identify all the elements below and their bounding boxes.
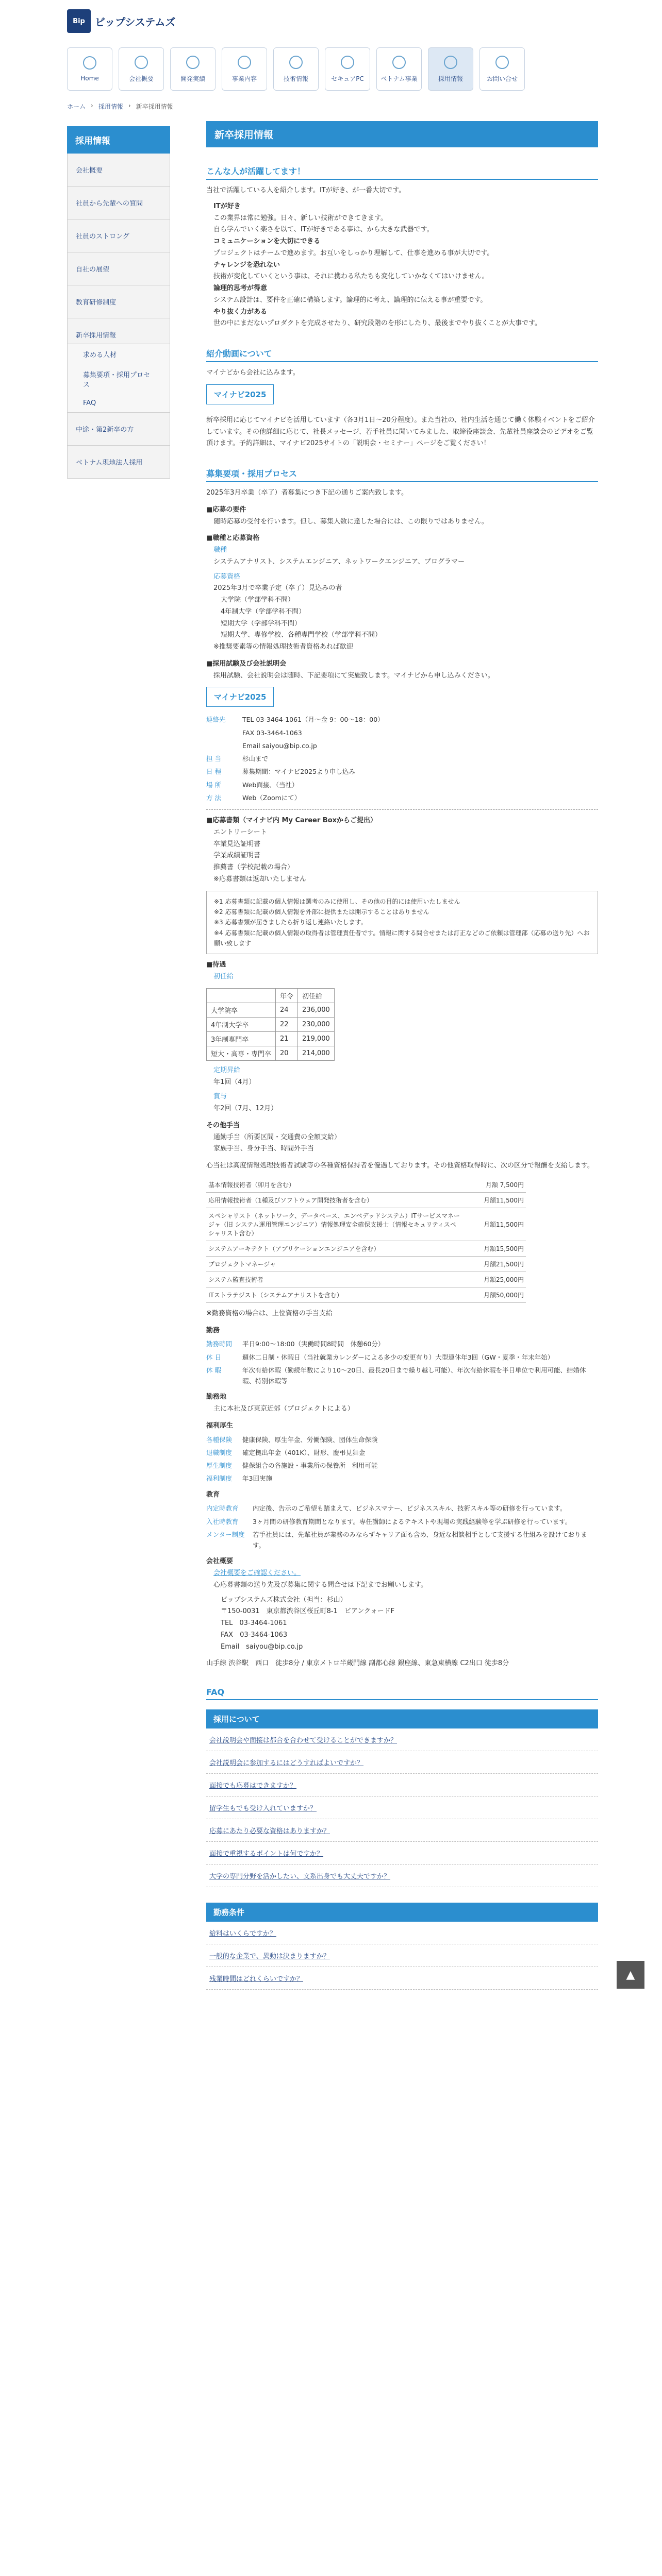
sidebar-title: 採用情報 xyxy=(67,126,170,154)
nav-securepc[interactable]: セキュアPC xyxy=(325,47,370,91)
people-points: ITが好き この業界は常に勉強。日々、新しい技術ができてきます。 自ら学んでいく楽さを以て、ITが好きである事は、から大きな武器です。 コミュニケーションを大切にできる プロジェクトはチームで進めます。お互いをしっかり理解して、仕事を進める事が大切です。 チャレンジを恐れない 技術が変化していくという事は、それに携わる私たちも変化していかなくてはいけません。 論理的思考が得意 システム設計は、要件を正確に構築します。論理的に考え、論理的に伝える事が重要です。 やり抜く力がある 世の中にまだないプロダクトを完成させたり、研究段階のを形にしたり、最後までやり抜くことが大事です。 xyxy=(213,202,541,328)
faq-question[interactable]: 留学生もでも受け入れていますか？ xyxy=(206,1797,598,1819)
section-people-intro: 当社で活躍している人を紹介します。ITが好き、が一番大切です。 xyxy=(206,187,406,194)
site-header xyxy=(0,0,662,110)
nav-contact[interactable]: お問い合せ xyxy=(479,47,525,91)
mynavi-logo-link[interactable]: マイナビ2025 xyxy=(206,384,274,404)
mail-icon xyxy=(495,56,509,69)
pay-label: 初任給 xyxy=(213,973,234,981)
company-link[interactable]: 会社概要をご確認ください。 xyxy=(213,1569,301,1578)
lock-icon xyxy=(341,56,354,69)
job-value: システムアナリスト、システムエンジニア、ネットワークエンジニア、プログラマー xyxy=(213,557,465,566)
company-address: ビップシステムズ株式会社（担当：杉山） 〒150-0031 東京都渋谷区桜丘町8-1 ビアンクォードF TEL 03-3464-1061 FAX 03-3464-1063 Email saiyou@bip.co.jp xyxy=(206,1595,598,1653)
sidebar xyxy=(67,126,170,479)
nav-business[interactable]: 事業内容 xyxy=(222,47,267,91)
email-link[interactable]: Email saiyou@bip.co.jp xyxy=(242,741,317,750)
gear-icon xyxy=(238,56,251,69)
sidebar-item-strong[interactable]: 社員のストロング xyxy=(67,219,170,252)
breadcrumb: ホーム › 採用情報 › 新卒採用情報 xyxy=(67,102,173,110)
company-title: 会社概要 xyxy=(206,1557,234,1566)
sidebar-sub-people[interactable]: 求める人材 xyxy=(67,344,170,364)
sidebar-item-newgrad[interactable]: 新卒採用情報 xyxy=(67,318,170,344)
process-lead: 2025年3月卒業（卒了）者募集につき下記の通りご案内致します。 xyxy=(206,489,408,497)
nav-company[interactable]: 会社概要 xyxy=(119,47,164,91)
nav-tech[interactable]: 技術情報 xyxy=(273,47,319,91)
sidebar-sub-faq[interactable]: FAQ xyxy=(67,394,170,413)
qual-label: 応募資格 xyxy=(213,572,241,581)
breadcrumb-recruit[interactable]: 採用情報 xyxy=(98,103,123,110)
fee-note: ※勤務資格の場合は、上位資格の手当支給 xyxy=(206,1309,333,1317)
mynavi-logo-link[interactable]: マイナビ2025 xyxy=(206,687,274,707)
table-row: 3年制専門卒 21 219,000 xyxy=(207,1031,335,1046)
qual-note: ※推奨要素等の情報処理技術者資格あれば歓迎 xyxy=(213,643,353,651)
table-row: 基本情報技術者（卯月を含む） 月額 7,500円 xyxy=(206,1177,526,1193)
faq-question[interactable]: 面接でも応募はできますか？ xyxy=(206,1774,598,1797)
education-title: 教育 xyxy=(206,1490,220,1499)
welfare-title: 福利厚生 xyxy=(206,1421,234,1430)
section-people-title: こんな人が活躍してます！ xyxy=(206,161,598,180)
place-title: 勤務地 xyxy=(206,1393,227,1401)
contact-list: 連絡先 TEL 03-3464-1061（月〜金 9：00〜18：00） FAX 03-3464-1063 Email saiyou@bip.co.jp 担 当 杉山まで 日 程 募集期間：マイナビ2025より申し込み 場 所 Web面接、（当社） 方 法 Web（Zoomにて） xyxy=(206,716,384,802)
job-label: 職種 xyxy=(213,546,227,554)
faq-question[interactable]: 給料はいくらですか？ xyxy=(206,1922,598,1944)
faq-question[interactable]: 面接で重視するポイントは何ですか？ xyxy=(206,1842,598,1865)
email-link[interactable]: Email saiyou@bip.co.jp xyxy=(221,1642,303,1651)
arrow-up-icon: ▲ xyxy=(626,1968,635,1981)
faq-question[interactable]: 応募にあたり必要な資格はありますか？ xyxy=(206,1819,598,1842)
process-h3: ■採用試験及び会社説明会 xyxy=(206,659,287,668)
logo-mark: Bip xyxy=(67,9,91,33)
sidebar-item-qa[interactable]: 社員から先輩への質問 xyxy=(67,187,170,219)
faq-question[interactable]: 大学の専門分野を活かしたい、文系出身でも大丈夫ですか？ xyxy=(206,1865,598,1887)
sidebar-item-vietnam[interactable]: ベトナム現地法人採用 xyxy=(67,446,170,479)
process-h1: ■応募の要件 xyxy=(206,505,246,514)
breadcrumb-home[interactable]: ホーム xyxy=(67,103,86,110)
chip-icon xyxy=(289,56,303,69)
table-row: プロジェクトマネージャ 月額21,500円 xyxy=(206,1256,526,1272)
faq-section-conditions: 勤務条件 xyxy=(206,1903,598,1922)
main-content: 新卒採用情報 こんな人が活躍してます！ 当社で活躍している人を紹介します。ITが好き、が一番大切です。 ITが好き この業界は常に勉強。日々、新しい技術ができてきます。 自ら学んでいく楽さを以て、ITが好きである事は、から大きな武器です。 コミュニケーションを大切にできる プロジェクトはチームで進めます。お互いをしっかり理解して、仕事を進める事が大切です。 チャレンジを恐れない 技術が変化していくという事は、それに携わる私たちも変化していかなくてはいけません。 論理的思考が得意 システム設計は、要件を正確に構築します。論理的に考え、論理的に伝える事が重要です。 やり抜く力がある 世の中にまだないプロダクトを完成させたり、研究段階のを形にしたり、最後までやり抜くことが大事です。 紹介動画について マイナビから会社に込みます。 マイナビ2025 新卒採用に応じてマイナビを活用しています（各3月1日〜20分程度）。また当社の、社内生活を通じて働く体験イベントをご紹介しています。その他詳細に応じて、社長メッセージ、若手社員に聞いてみました、取締役座談会、先輩社員座談会のビデオをご覧頂けます。予約詳細は、マイナビ2025サイトの「説明会・セミナー」ページをご覧ください！ 募集要項・採用プロセス 2025年3月卒業（卒了）者募集につき下記の通りご案内致します。 ■応募の要件 随時応募の受付を行います。但し、募集人数に達した場合には、この限りではありません。 ■職種と応募資格 職種 システムアナリスト、システムエンジニア、ネットワークエンジニア、プログラマー 応募資格 2025年3月で卒業予定（卒了）見込みの者 大学院（学部学科不問） 4年制大学（学部学科不問） 短期大学（学部学科不問） 短期大学、専修学校、各種専門学校（学部学科不問） ※推奨要素等の情報処理技術者資格あれば歓迎 ■採用試験及び会社説明会 採用試験、会社説明会は随時、下記要項にて実施致します。マイナビから申し込みください。 マイナビ2025 連絡先 TEL 03-3464-1061（月〜金 9：00〜18：00） FAX 03-3464-1063 Email saiyou@bip.co.jp 担 当 杉山まで 日 程 募集期間：マイナビ2025より申し込み 場 所 Web面接、（当社） 方 法 Web（Zoomにて） ■応募書類（マイナビ内 My Career Boxからご提出） エントリーシート 卒業見込証明書 学業成績証明書 推薦書（学校記載の場合） ※応募書類は返却いたしません ※1 応募書類に記載の個人情報は選考のみに使用し、その他の目的には使用いたしません ※2 応募書類に記載の個人情報を外部に提供または開示することはありません ※3 応募書類が届きましたら折り返し連絡いたします。 ※4 応募書類に記載の個人情報の取得者は管理責任者です。情報に関する問合せまたは訂正などのご依頼は管理部（応募の送り先）へお願い致します ■待遇 初任給 年令 初任給 大学院卒 24 236,000 4年制大学卒 22 230,000 3年制専門卒 21 219,000 短大・高専・専門卒 20 214,000 定期昇給 年1回（4月） 賞与 年2回（7月、12月） その他手当 通勤手当（所要区間・交通費の全額支給） 家族手当、身分手当、時間外手当 心当社は高度情報処理技術者試験等の各種資格保持者を優遇しております。その他資格取得時に、次の区分で報酬を支給します。 基本情報技術者（卯月を含む） 月額 7,500円 応用情報技術者（1種及びソフトウェア開発技術者を含む） 月額11,500円 スペシャリスト（ネットワーク、データベース、エンベデッドシステム）ITサービスマネージャ（旧 システム運用管理エンジニア）情報処理安全確保支援士（情報セキュリティスペシャリスト含む） 月額11,500円 システムアーキテクト（アプリケーションエンジニアを含む） 月額15,500円 プロジェクトマネージャ 月額21,500円 システム監査技術者 月額25,000円 ITストラテジスト（システムアナリストを含む） 月額50,000円 ※勤務資格の場合は、上位資格の手当支給 勤務 勤務時間 平日9:00〜18:00（実働時間8時間 休憩60分） 休 日 週休二日制・休暇日（当社就業カレンダーによる多少の変更有り）大型連休年3回（GW・夏季・年末年始） 休 暇 年次有給休暇（勤続年数により10〜20日、最長20日まで繰り越し可能）、年次有給休暇を半日単位で利用可能、結婚休暇、特別休暇等 勤務地 主に本社及び東京近郊（プロジェクトによる） 福利厚生 各種保険 健康保険、厚生年金、労働保険、団体生命保険 退職制度 確定拠出年金（401K）、財形、慶弔見舞金 厚生制度 健保組合の各施設・事業所の保養所 利用可能 福利制度 年3回実施 教育 内定時教育 内定後、告示のご希望も踏まえて、ビジネスマナー、ビジネススキル、技術スキル等の研修を行っています。 入社時教育 3ヶ月間の研修教育期間となります。専任講師によるテキストや現場の実践経験等を学ぶ研修を行っています。 メンター制度 若手社員には、先輩社員が業務のみならずキャリア面も含め、身近な相談相手として支援する仕組みを設けております。 会社概要 会社概要をご確認ください。 心応募書類の送り先及び募集に関する問合せは下記までお願いします。 ビップシステムズ株式会社（担当：杉山） 〒150-0031 東京都渋谷区桜丘町8-1 ビアンクォードF TEL 03-3464-1061 FAX 03-3464-1063 Email saiyou@bip.co.jp 山手線 渋谷駅 西口 徒歩8分 / 東京メトロ半蔵門線 副都心線 銀座線、東急東横線 C2出口 徒歩8分 FAQ 採用について 会社説明会や面接は都合を合わせて受けることができますか？ 会社説明会に参加するにはどうすればよいですか？ 面接でも応募はできますか？ 留学生もでも受け入れていますか？ 応募にあたり必要な資格はありますか？ 面接で重視するポイントは何ですか？ 大学の専門分野を活かしたい、文系出身でも大丈夫ですか？ 勤務条件 給料はいくらですか？ 一般的な企業で、異動は決まりますか？ 残業時間はどれくらいですか？ xyxy=(206,121,598,1990)
building-icon xyxy=(135,56,148,69)
table-row: 大学院卒 24 236,000 xyxy=(207,1003,335,1017)
document-icon xyxy=(186,56,200,69)
work-title: 勤務 xyxy=(206,1326,220,1334)
access-text: 山手線 渋谷駅 西口 徒歩8分 / 東京メトロ半蔵門線 副都心線 銀座線、東急東横線 C2出口 徒歩8分 xyxy=(206,1659,509,1668)
qual-item: 短期大学（学部学科不問） xyxy=(221,619,302,628)
sidebar-item-midcareer[interactable]: 中途・第2新卒の方 xyxy=(67,413,170,446)
divider xyxy=(206,809,598,810)
table-row: システム監査技術者 月額25,000円 xyxy=(206,1272,526,1287)
sidebar-item-training[interactable]: 教育研修制度 xyxy=(67,285,170,318)
privacy-notice: ※1 応募書類に記載の個人情報は選考のみに使用し、その他の目的には使用いたしません ※2 応募書類に記載の個人情報を外部に提供または開示することはありません ※3 応募書類が届きましたら折り返し連絡いたします。 ※4 応募書類に記載の個人情報の取得者は管理責任者です。情報に関する問合せまたは訂正などのご依頼は管理部（応募の送り先）へお願い致します xyxy=(206,891,598,955)
table-row: システムアーキテクト（アプリケーションエンジニアを含む） 月額15,500円 xyxy=(206,1241,526,1256)
qual-item: 大学院（学部学科不問） xyxy=(221,596,295,604)
section-video-para: 新卒採用に応じてマイナビを活用しています（各3月1日〜20分程度）。また当社の、社内生活を通じて働く体験イベントをご紹介しています。その他詳細に応じて、社長メッセージ、若手社員に聞いてみました、取締役座談会、先輩社員座談会のビデオをご覧頂けます。予約詳細は、マイナビ2025サイトの「説明会・セミナー」ページをご覧ください！ xyxy=(206,416,595,448)
qual-item: 4年制大学（学部学科不問） xyxy=(221,607,306,616)
site-logo[interactable] xyxy=(67,9,175,33)
process-p1: 随時応募の受付を行います。但し、募集人数に達した場合には、この限りではありません。 xyxy=(213,517,488,526)
nav-home[interactable]: Home xyxy=(67,47,112,91)
sidebar-item-vision[interactable]: 自社の展望 xyxy=(67,252,170,285)
section-video-text: マイナビから会社に込みます。 xyxy=(206,369,300,377)
nav-recruit[interactable]: 採用情報 xyxy=(428,47,473,91)
nav-vietnam[interactable]: ベトナム事業 xyxy=(376,47,422,91)
process-h2: ■職種と応募資格 xyxy=(206,534,260,543)
table-row: スペシャリスト（ネットワーク、データベース、エンベデッドシステム）ITサービスマネージャ（旧 システム運用管理エンジニア）情報処理安全確保支援士（情報セキュリティスペシャリスト含む） 月額11,500円 xyxy=(206,1208,526,1241)
faq-question[interactable]: 一般的な企業で、異動は決まりますか？ xyxy=(206,1944,598,1967)
allowance-note: 心当社は高度情報処理技術者試験等の各種資格保持者を優遇しております。その他資格取得時に、次の区分で報酬を支給します。 xyxy=(206,1162,594,1170)
home-icon xyxy=(83,56,96,70)
sidebar-item-company[interactable]: 会社概要 xyxy=(67,154,170,187)
sidebar-sub-process[interactable]: 募集要項・採用プロセス xyxy=(67,364,170,394)
section-video-title: 紹介動画について xyxy=(206,343,598,362)
table-row: 応用情報技術者（1種及びソフトウェア開発技術者を含む） 月額11,500円 xyxy=(206,1192,526,1208)
faq-question[interactable]: 会社説明会や面接は都合を合わせて受けることができますか？ xyxy=(206,1728,598,1751)
faq-question[interactable]: 会社説明会に参加するにはどうすればよいですか？ xyxy=(206,1751,598,1774)
process-p3: 採用試験、会社説明会は随時、下記要項にて実施致します。マイナビから申し込みください。 xyxy=(213,671,494,680)
page-title: 新卒採用情報 xyxy=(206,121,598,147)
faq-title: FAQ xyxy=(206,1683,598,1700)
breadcrumb-current: 新卒採用情報 xyxy=(136,103,173,110)
pay-table: 年令 初任給 大学院卒 24 236,000 4年制大学卒 22 230,000 3年制専門卒 21 219,000 短大・高専・専門卒 20 214,000 xyxy=(206,988,335,1061)
docs-note: ※応募書類は返却いたしません xyxy=(213,875,306,883)
global-nav xyxy=(67,47,525,91)
nav-results[interactable]: 開発実績 xyxy=(170,47,216,91)
process-h5: ■待遇 xyxy=(206,961,226,969)
section-process-title: 募集要項・採用プロセス xyxy=(206,463,598,482)
table-row: 短大・高専・専門卒 20 214,000 xyxy=(207,1046,335,1060)
qualification-fee-table xyxy=(206,1177,526,1303)
qual-value: 2025年3月で卒業予定（卒了）見込みの者 xyxy=(213,584,342,592)
person-icon xyxy=(444,56,457,69)
logo-text: ビップシステムズ xyxy=(95,15,176,28)
table-row: ITストラテジスト（システムアナリストを含む） 月額50,000円 xyxy=(206,1287,526,1302)
faq-question[interactable]: 残業時間はどれくらいですか？ xyxy=(206,1967,598,1990)
allowance-title: その他手当 xyxy=(206,1121,240,1129)
globe-icon xyxy=(392,56,406,69)
table-row: 4年制大学卒 22 230,000 xyxy=(207,1017,335,1031)
qual-item: 短期大学、専修学校、各種専門学校（学部学科不問） xyxy=(221,631,382,639)
page-top-button[interactable] xyxy=(617,1961,644,1989)
faq-section-recruit: 採用について xyxy=(206,1709,598,1728)
process-h4: ■応募書類（マイナビ内 My Career Boxからご提出） xyxy=(206,817,377,824)
